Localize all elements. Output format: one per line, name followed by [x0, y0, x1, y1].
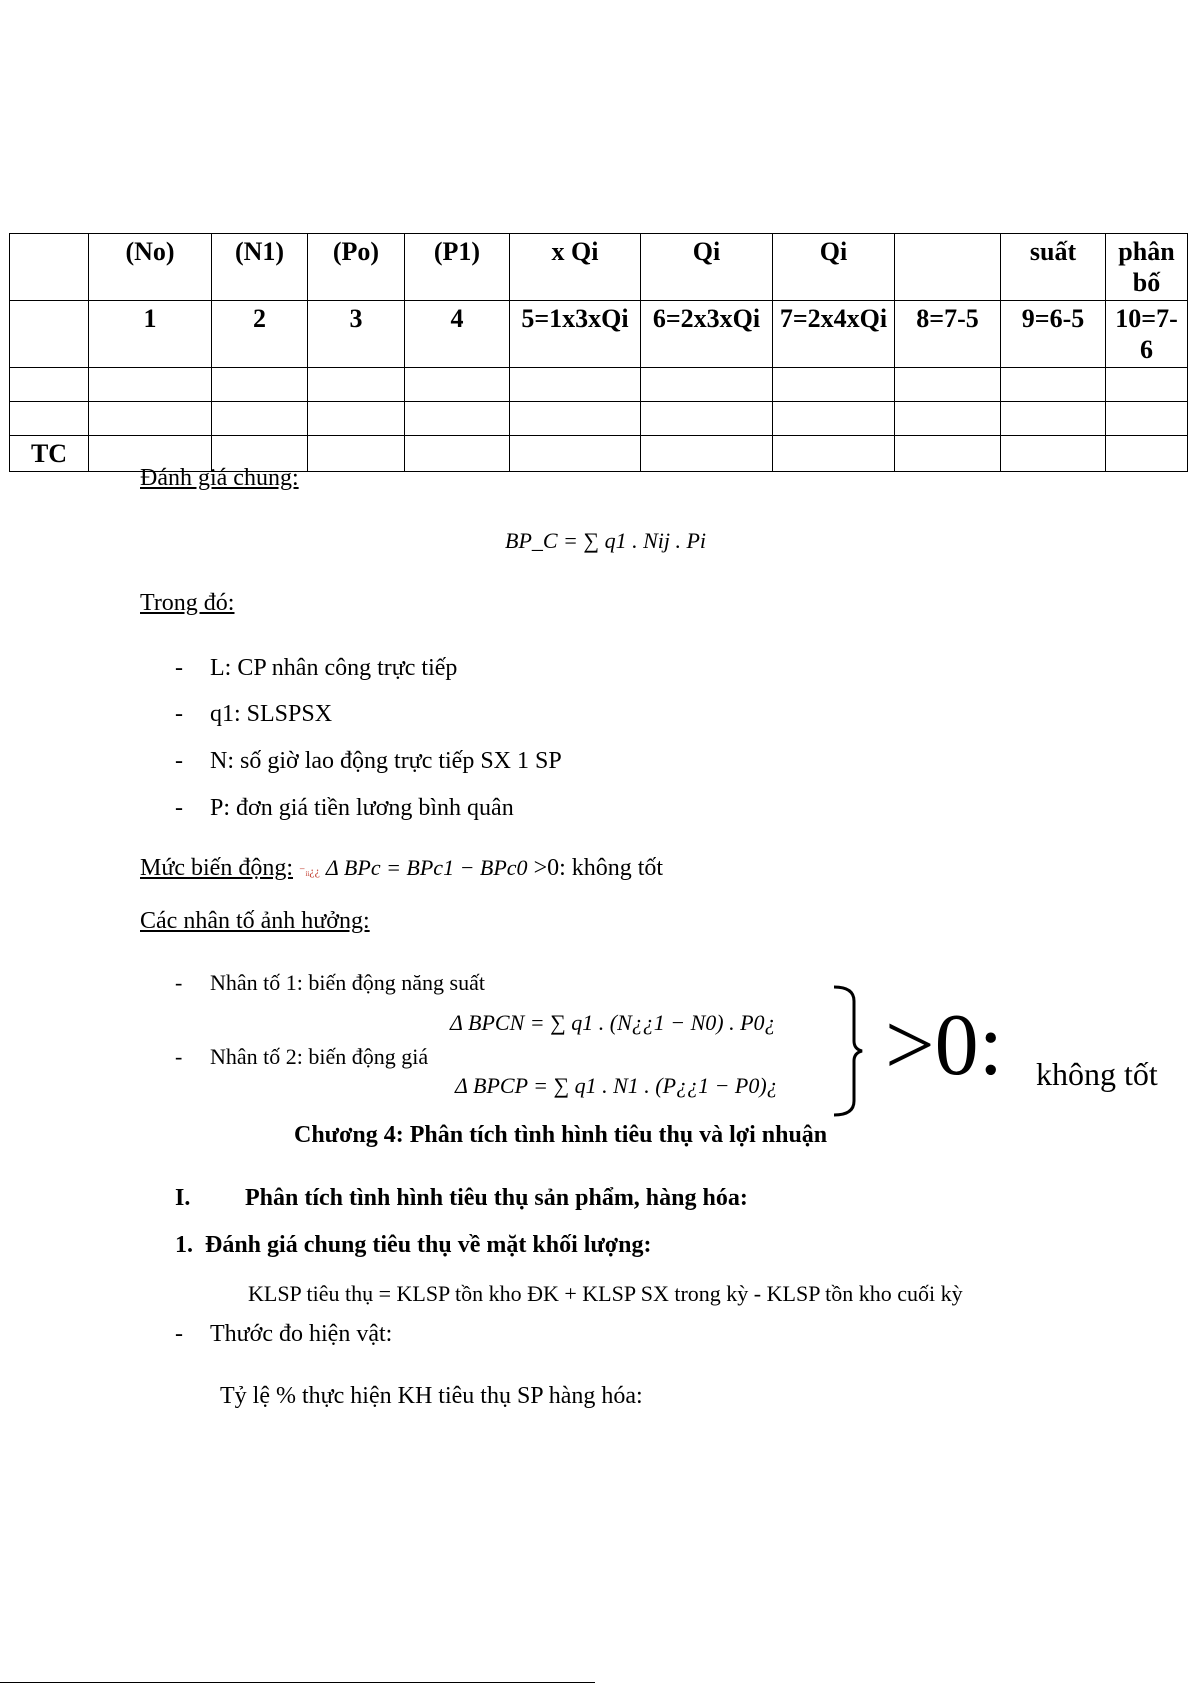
table-cell: 1: [89, 301, 212, 368]
table-index-row: [10, 301, 1188, 368]
list-item: L: CP nhân công trực tiếp: [210, 655, 458, 681]
klsp-formula: KLSP tiêu thụ = KLSP tồn kho ĐK + KLSP SX trong kỳ - KLSP tồn kho cuối kỳ: [248, 1281, 963, 1306]
general-formula: BP_C = ∑ q1 . Nij . Pi: [505, 528, 707, 553]
table-cell: (No): [89, 234, 212, 301]
table-cell: 3: [308, 301, 405, 368]
table-cell: 7=2x4xQi: [773, 301, 895, 368]
table-cell: 9=6-5: [1001, 301, 1106, 368]
table-row: [10, 402, 1188, 436]
factor-1: Nhân tố 1: biến động năng suất: [210, 970, 485, 995]
section-title: Phân tích tình hình tiêu thụ sản phẩm, hàng hóa:: [245, 1185, 748, 1211]
table-cell: 10=7-6: [1106, 301, 1188, 368]
list-item: q1: SLSPSX: [210, 701, 333, 727]
subsection-title: 1. Đánh giá chung tiêu thụ về mặt khối lượng:: [175, 1232, 652, 1258]
right-brace-icon: [828, 983, 892, 1119]
table-cell: 4: [405, 301, 510, 368]
conclusion: không tốt: [1036, 1056, 1158, 1092]
big-result: >0:: [885, 997, 1004, 1094]
analysis-table: [9, 233, 1188, 472]
table-cell: 5=1x3xQi: [510, 301, 641, 368]
table-header-row: [10, 234, 1188, 301]
table-cell: 6=2x3xQi: [641, 301, 773, 368]
variation-label: Mức biến động:: [140, 855, 293, 881]
total-label: TC: [10, 436, 89, 472]
table-cell: suất: [1001, 234, 1106, 301]
variation-formula: Δ BPc = BPc1 − BPc0: [325, 855, 528, 880]
table-cell: [10, 301, 89, 368]
table-cell: x Qi: [510, 234, 641, 301]
measure-item: Thước đo hiện vật:: [210, 1321, 393, 1347]
list-item: N: số giờ lao động trực tiếp SX 1 SP: [210, 748, 562, 774]
table-cell: (Po): [308, 234, 405, 301]
factors-heading: Các nhân tố ảnh hưởng:: [140, 908, 370, 934]
list-item: P: đơn giá tiền lương bình quân: [210, 795, 514, 821]
table-row: [10, 368, 1188, 402]
variation-result: >0: không tốt: [533, 855, 664, 881]
chapter-title: Chương 4: Phân tích tình hình tiêu thụ và lợi nhuận: [294, 1122, 828, 1148]
variation-line: Mức biến động: ⁻ᵢᵢ¿¿ Δ BPc = BPc1 − BPc0 >0: không tốt: [140, 855, 664, 881]
general-heading: Đánh giá chung:: [140, 465, 299, 491]
table-cell: [895, 234, 1001, 301]
table-cell: Qi: [641, 234, 773, 301]
table-cell: [10, 234, 89, 301]
footer-rule: [0, 1682, 595, 1683]
factor-2: Nhân tố 2: biến động giá: [210, 1044, 429, 1069]
factor-formula-2: Δ BPCP = ∑ q1 . N1 . (P¿¿1 − P0)¿: [455, 1073, 778, 1098]
table-cell: (N1): [212, 234, 308, 301]
table-cell: Qi: [773, 234, 895, 301]
table-cell: phân bố: [1106, 234, 1188, 301]
factor-formula-1: Δ BPCN = ∑ q1 . (N¿¿1 − N0) . P0¿: [450, 1010, 776, 1035]
ratio-text: Tỷ lệ % thực hiện KH tiêu thụ SP hàng hóa:: [220, 1383, 643, 1409]
where-heading: Trong đó:: [140, 590, 235, 616]
section-number: I.: [175, 1185, 191, 1211]
table-cell: 8=7-5: [895, 301, 1001, 368]
table-cell: (P1): [405, 234, 510, 301]
table-cell: 2: [212, 301, 308, 368]
